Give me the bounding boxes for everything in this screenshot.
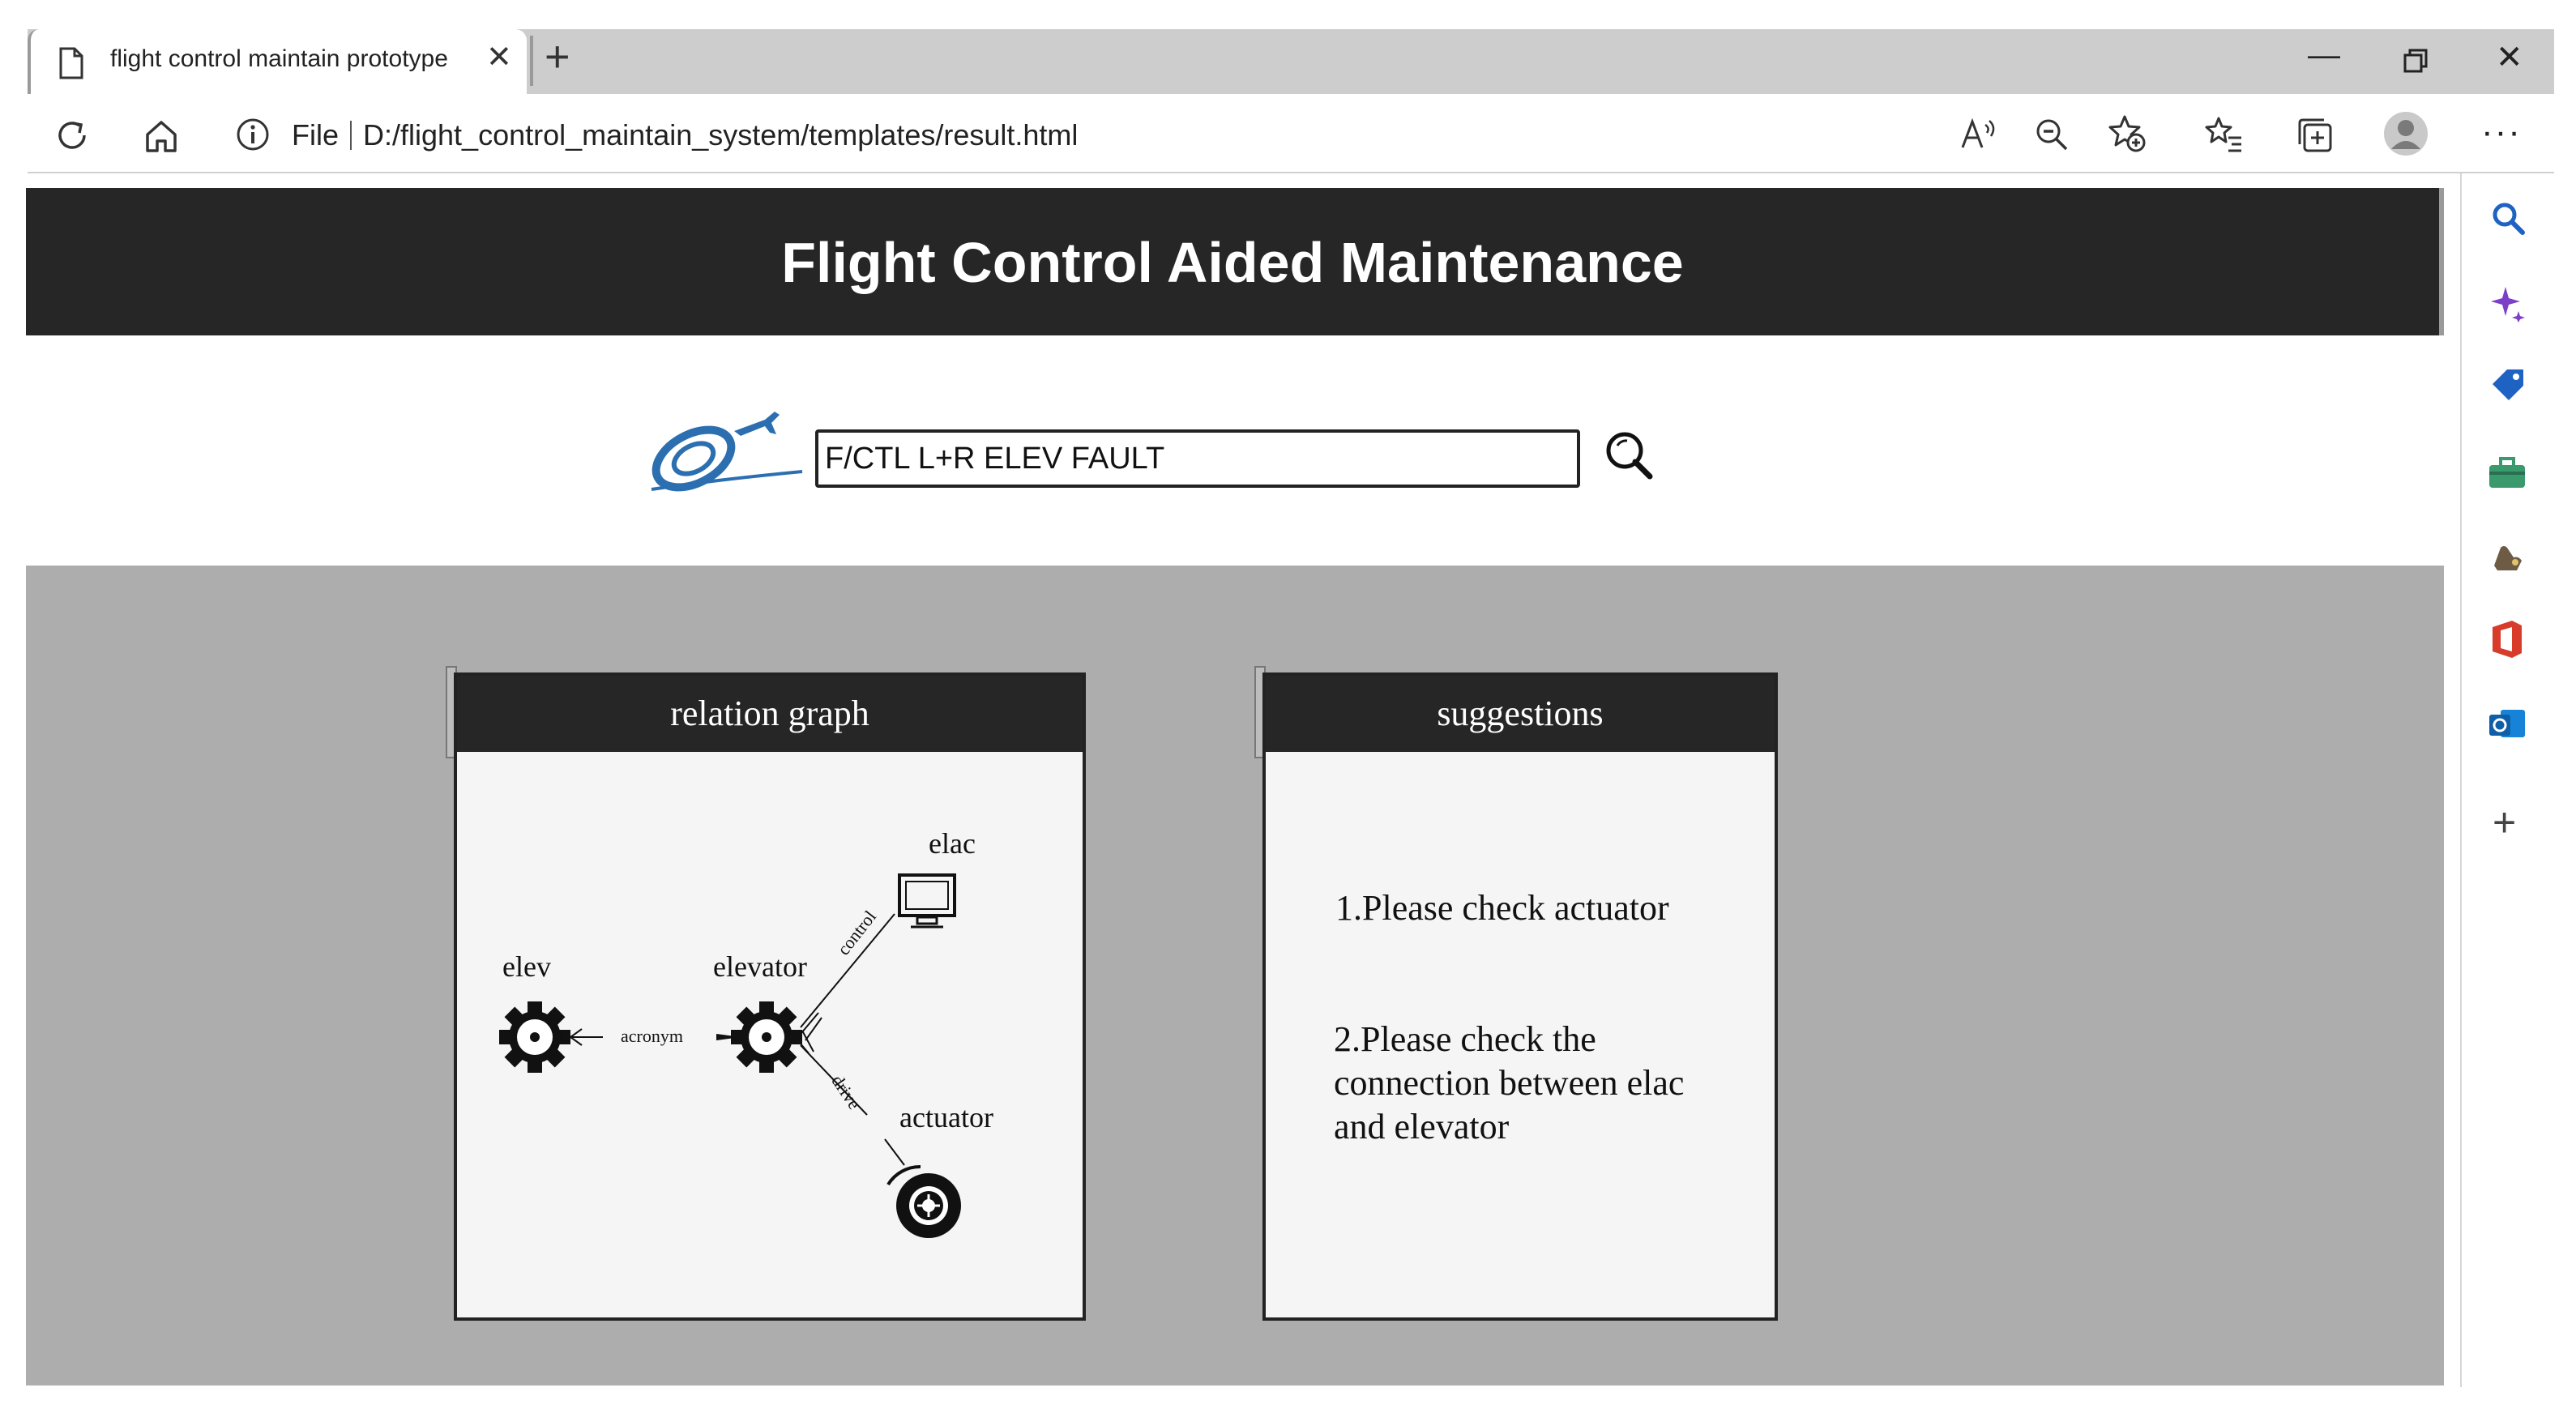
node-label-actuator: actuator: [899, 1101, 993, 1134]
tab-title: flight control maintain prototype: [110, 45, 448, 72]
node-label-elac: elac: [929, 827, 976, 860]
profile-avatar-icon[interactable]: [2382, 110, 2429, 157]
relation-graph-header: relation graph: [457, 676, 1083, 752]
results-area: [26, 566, 2444, 1386]
edge-acronym-arrow: [570, 1029, 603, 1045]
tab-divider: [530, 36, 533, 86]
new-tab-icon[interactable]: +: [545, 32, 570, 81]
info-icon[interactable]: [235, 117, 271, 152]
restore-icon[interactable]: [2403, 49, 2428, 73]
add-sidebar-item-icon[interactable]: +: [2493, 800, 2517, 845]
refresh-icon[interactable]: [53, 117, 91, 154]
collections-icon[interactable]: [2295, 115, 2334, 154]
close-window-icon[interactable]: ✕: [2496, 40, 2523, 75]
more-options-icon[interactable]: ···: [2481, 112, 2522, 152]
logo-icon: [643, 408, 805, 499]
suggestion-item-1: 1.Please check actuator: [1335, 888, 1669, 928]
edge-label-acronym: acronym: [621, 1026, 683, 1046]
suggestions-header: suggestions: [1266, 676, 1775, 752]
add-favorite-icon[interactable]: [2107, 113, 2147, 154]
relation-graph-panel: [454, 672, 1086, 1321]
edge-label-control: control: [833, 906, 881, 959]
discover-sparkle-icon[interactable]: [2489, 285, 2527, 322]
close-tab-icon[interactable]: ✕: [486, 41, 512, 75]
minimize-icon[interactable]: —: [2308, 37, 2340, 73]
search-input[interactable]: [815, 429, 1580, 488]
suggestion-item-2-line-1: 2.Please check the: [1334, 1019, 1596, 1059]
elevator-node-gear-icon[interactable]: [716, 1001, 802, 1073]
address-url: D:/flight_control_maintain_system/templates/result.html: [363, 118, 1079, 152]
page-header: [26, 188, 2444, 335]
favorites-icon[interactable]: [2204, 115, 2245, 154]
address-field[interactable]: [292, 118, 1078, 152]
games-icon[interactable]: [2489, 541, 2527, 574]
suggestion-item-2-line-2: connection between elac: [1334, 1063, 1685, 1103]
home-icon[interactable]: [143, 118, 180, 154]
page-title: Flight Control Aided Maintenance: [781, 231, 1684, 294]
address-scheme: File: [292, 118, 340, 152]
address-divider: [350, 121, 352, 150]
edge-label-drive: drive: [827, 1071, 865, 1113]
actuator-node-disc-icon[interactable]: [888, 1167, 961, 1238]
page-icon: [58, 47, 84, 79]
suggestions-panel: [1262, 672, 1778, 1321]
relation-graph-canvas: [457, 752, 1083, 1319]
search-submit-icon[interactable]: [1603, 429, 1656, 483]
zoom-out-icon[interactable]: [2034, 117, 2070, 152]
node-label-elevator: elevator: [713, 950, 807, 983]
edge-sidebar: [2460, 173, 2556, 1387]
read-aloud-icon[interactable]: [1959, 117, 1998, 152]
office-icon[interactable]: [2489, 619, 2525, 660]
tools-briefcase-icon[interactable]: [2488, 457, 2527, 489]
shopping-tag-icon[interactable]: [2489, 366, 2527, 403]
search-icon[interactable]: [2491, 201, 2527, 237]
browser-tab[interactable]: [28, 29, 527, 94]
elev-node-gear-icon[interactable]: [499, 1001, 570, 1073]
outlook-icon[interactable]: [2488, 707, 2527, 742]
elac-node-monitor-icon[interactable]: [899, 875, 955, 927]
node-label-elev: elev: [502, 950, 551, 983]
suggestion-item-2-line-3: and elevator: [1334, 1107, 1510, 1146]
